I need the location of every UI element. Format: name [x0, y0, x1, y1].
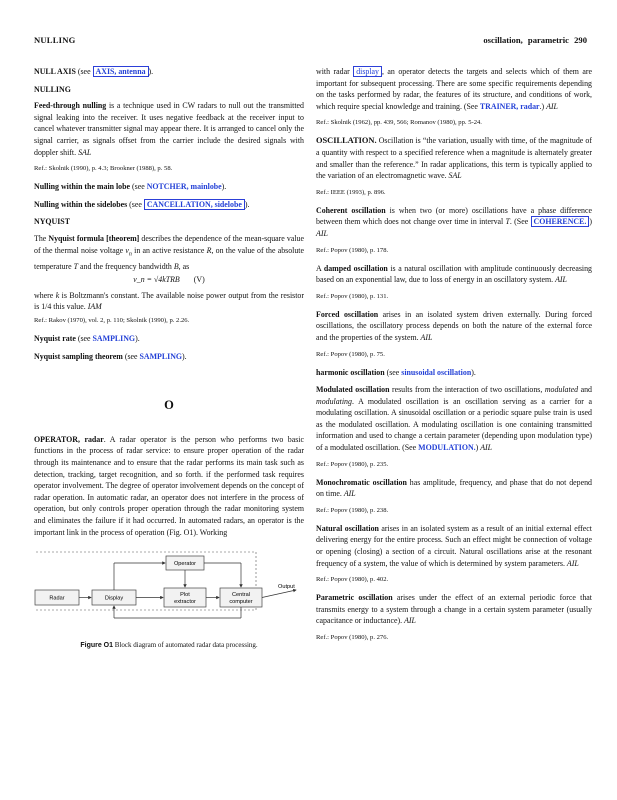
- link-coherence[interactable]: COHERENCE.: [531, 216, 590, 227]
- ref-forced: Ref.: Popov (1980), p. 75.: [316, 350, 385, 358]
- heading-nyquist: NYQUIST: [34, 217, 70, 227]
- entry-harmonic-oscillation: harmonic oscillation (see sinusoidal oscillation).: [316, 367, 476, 377]
- entry-parametric-oscillation: Parametric oscillation arises under the effect of an external periodic force that transmits energy to a system through a change in a certain system parameter (usually capacitance or inductance). AIL: [316, 593, 592, 626]
- ref-natural: Ref.: Popov (1980), p. 402.: [316, 576, 389, 584]
- running-head: NULLING: [34, 35, 76, 45]
- running-head-right: [483, 35, 587, 45]
- central-label: Central: [231, 592, 251, 599]
- link-sinusoidal-oscillation[interactable]: sinusoidal oscillation: [401, 367, 472, 377]
- entry-coherent-oscillation: Coherent oscillation is when two (or more) oscillations have a phase difference between them which does not change over time in interval T. (See COHERENCE. ) AIL: [316, 205, 592, 238]
- entry-modulated-oscillation: Modulated oscillation results from the interaction of two oscillations, modulated and modulating. A modulated oscillation is an oscillation serving as a carrier for a modulating oscillation. A sinusoidal oscillation or a periodic square pulse train is used as the modulated oscillation. A modulating oscillation is one containing transmitted information and used to change a certain parameter (depending upon modulation type) of a modulated oscillation. (See MODULATION.) AIL: [316, 385, 592, 453]
- ref-oscillation: Ref.: IEEE (1993), p. 896.: [316, 188, 386, 196]
- display-label: Display: [104, 595, 124, 602]
- ref-damped: Ref.: Popov (1980), p. 131.: [316, 292, 389, 300]
- computer-label: computer: [229, 599, 253, 606]
- entry-nyquist-sampling-theorem: Nyquist sampling theorem (see SAMPLING).: [34, 351, 187, 361]
- ref-operator: Ref.: Skolnik (1962), pp. 439, 566; Romanov (1980), pp. 5-24.: [316, 119, 482, 127]
- link-sampling[interactable]: SAMPLING: [92, 334, 136, 344]
- entry-null-axis: NULL AXIS (see AXIS, antenna ).: [34, 67, 154, 76]
- operator-label: Operator: [173, 561, 197, 568]
- entry-natural-oscillation: Natural oscillation arises in an isolated system as a result of an initial external effect delivering energy for the entire process. Such an effect might be connection of voltage or opening (closing) a section of a circuit. Natural oscillations arise at the resonant frequency of a system, the value of which is determined by system parameters. AIL: [316, 523, 593, 568]
- entry-nyquist-rate: Nyquist rate (see SAMPLING).: [34, 334, 140, 344]
- entry-oscillation: OSCILLATION. Oscillation is “the variation, usually with time, of the magnitude of a quantity with respect to a specified reference when a magnitude is alternately greater and smaller than the reference.” In radar applications, this term is typically applied to the variation of an electromagnetic wave. SAL: [316, 136, 592, 181]
- link-trainer-radar[interactable]: TRAINER, radar: [479, 101, 540, 111]
- entry-nyquist-cont: where k is Boltzmann's constant. The available noise power output from the resistor is 1/4 this value. IAM: [34, 290, 305, 312]
- link-sampling-2[interactable]: SAMPLING: [139, 351, 183, 361]
- entry-operator-cont: with radar display , an operator detects the targets and selects which of them are important for subsequent processing. There are some specific requirements depending on the tasks performed by radar, the features of its structure, and conditions of work, which require special knowledge and training. (See TRAINER, radar.) AIL: [316, 67, 592, 111]
- entry-forced-oscillation: Forced oscillation arises in an isolated system driven externally. During forced oscillations, the oscillatory process depends on both the nature of the external force and the properties of the system. AIL: [316, 309, 592, 342]
- output-label: Output: [278, 584, 295, 591]
- ref-coherent: Ref.: Popov (1980), p. 178.: [316, 246, 389, 254]
- ref-modulated: Ref.: Popov (1980), p. 235.: [316, 460, 389, 468]
- radar-label: Radar: [49, 595, 65, 602]
- figure-caption: Figure O1 Block diagram of automated radar data processing.: [80, 640, 258, 649]
- link-display[interactable]: display: [353, 66, 382, 77]
- ref-monochromatic: Ref.: Popov (1980), p. 238.: [316, 506, 389, 514]
- section-letter: O: [164, 398, 174, 413]
- link-notcher-mainlobe[interactable]: NOTCHER, mainlobe: [146, 182, 222, 192]
- ref-feedthrough: Ref.: Skolnik (1990), p. 4.3; Brookner (1988), p. 58.: [34, 165, 173, 173]
- ref-nyquist: Ref.: Rakov (1970), vol. 2, p. 110; Skolnik (1990), p. 2.26.: [34, 317, 190, 325]
- entry-feedthrough-nulling: Feed-through nulling is a technique used in CW radars to null out the transmitted signal leaking into the receiver. It uses negative feedback at the receiver input to cancel whatever transmitter signal may appear there. It is arranged to cancel only the signal carrier, as signals offset from the carrier include the desired signals with doppler shift. SAL: [34, 101, 304, 157]
- figure-o1-diagram: [34, 546, 304, 632]
- right-column: [316, 66, 592, 650]
- running-head-title: oscillation, parametric: [483, 35, 569, 45]
- page-number: 290: [574, 35, 587, 45]
- link-modulation[interactable]: MODULATION.: [418, 443, 476, 453]
- nyquist-formula: v_n = √4kTRB (V): [133, 275, 205, 285]
- ref-parametric: Ref.: Popov (1980), p. 276.: [316, 634, 389, 641]
- link-axis-antenna[interactable]: AXIS, antenna: [93, 66, 149, 77]
- left-column: [34, 66, 304, 651]
- heading-nulling: NULLING: [34, 84, 71, 94]
- plot-label: Plot: [180, 592, 190, 599]
- extractor-label: extractor: [174, 599, 196, 606]
- entry-sidelobes: Nulling within the sidelobes (see CANCELLATION, sidelobe ).: [34, 199, 250, 209]
- entry-nyquist-formula: The Nyquist formula [theorem] describes the dependence of the mean-square value of the thermal noise voltage $v_n$ in an active resistance R, on the value of the absolute temperature T and the frequency bandwidth B, as: [34, 233, 304, 271]
- entry-main-lobe: Nulling within the main lobe (see NOTCHER, mainlobe).: [34, 182, 227, 192]
- link-cancellation-sidelobe[interactable]: CANCELLATION, sidelobe: [144, 199, 245, 210]
- entry-operator-radar: OPERATOR, radar. A radar operator is the person who performs two basic functions in the process of radar service: to ensure proper operation of the radar through its maintenance and to ensure that the radar performs its main task such as detection, tracking, target recognition, and so forth. if the performed task requires operator involvement. The degree of operator involvement depends on the concept of radar operation. In automatic radar, an operator does not interfere in the process of operation, but only controls proper operation through the radar monitoring system and eliminates the failure if it had occurred. In automated radars, an operator is the important link in the process of operation (Fig. O1). Working: [34, 434, 304, 537]
- entry-damped-oscillation: A damped oscillation is a natural oscillation with amplitude continuously decreasing based on an exponential law, due to loss of energy in an oscillatory system. AIL: [316, 263, 592, 285]
- entry-monochromatic-oscillation: Monochromatic oscillation has amplitude, frequency, and phase that do not depend on time. AIL: [316, 477, 592, 499]
